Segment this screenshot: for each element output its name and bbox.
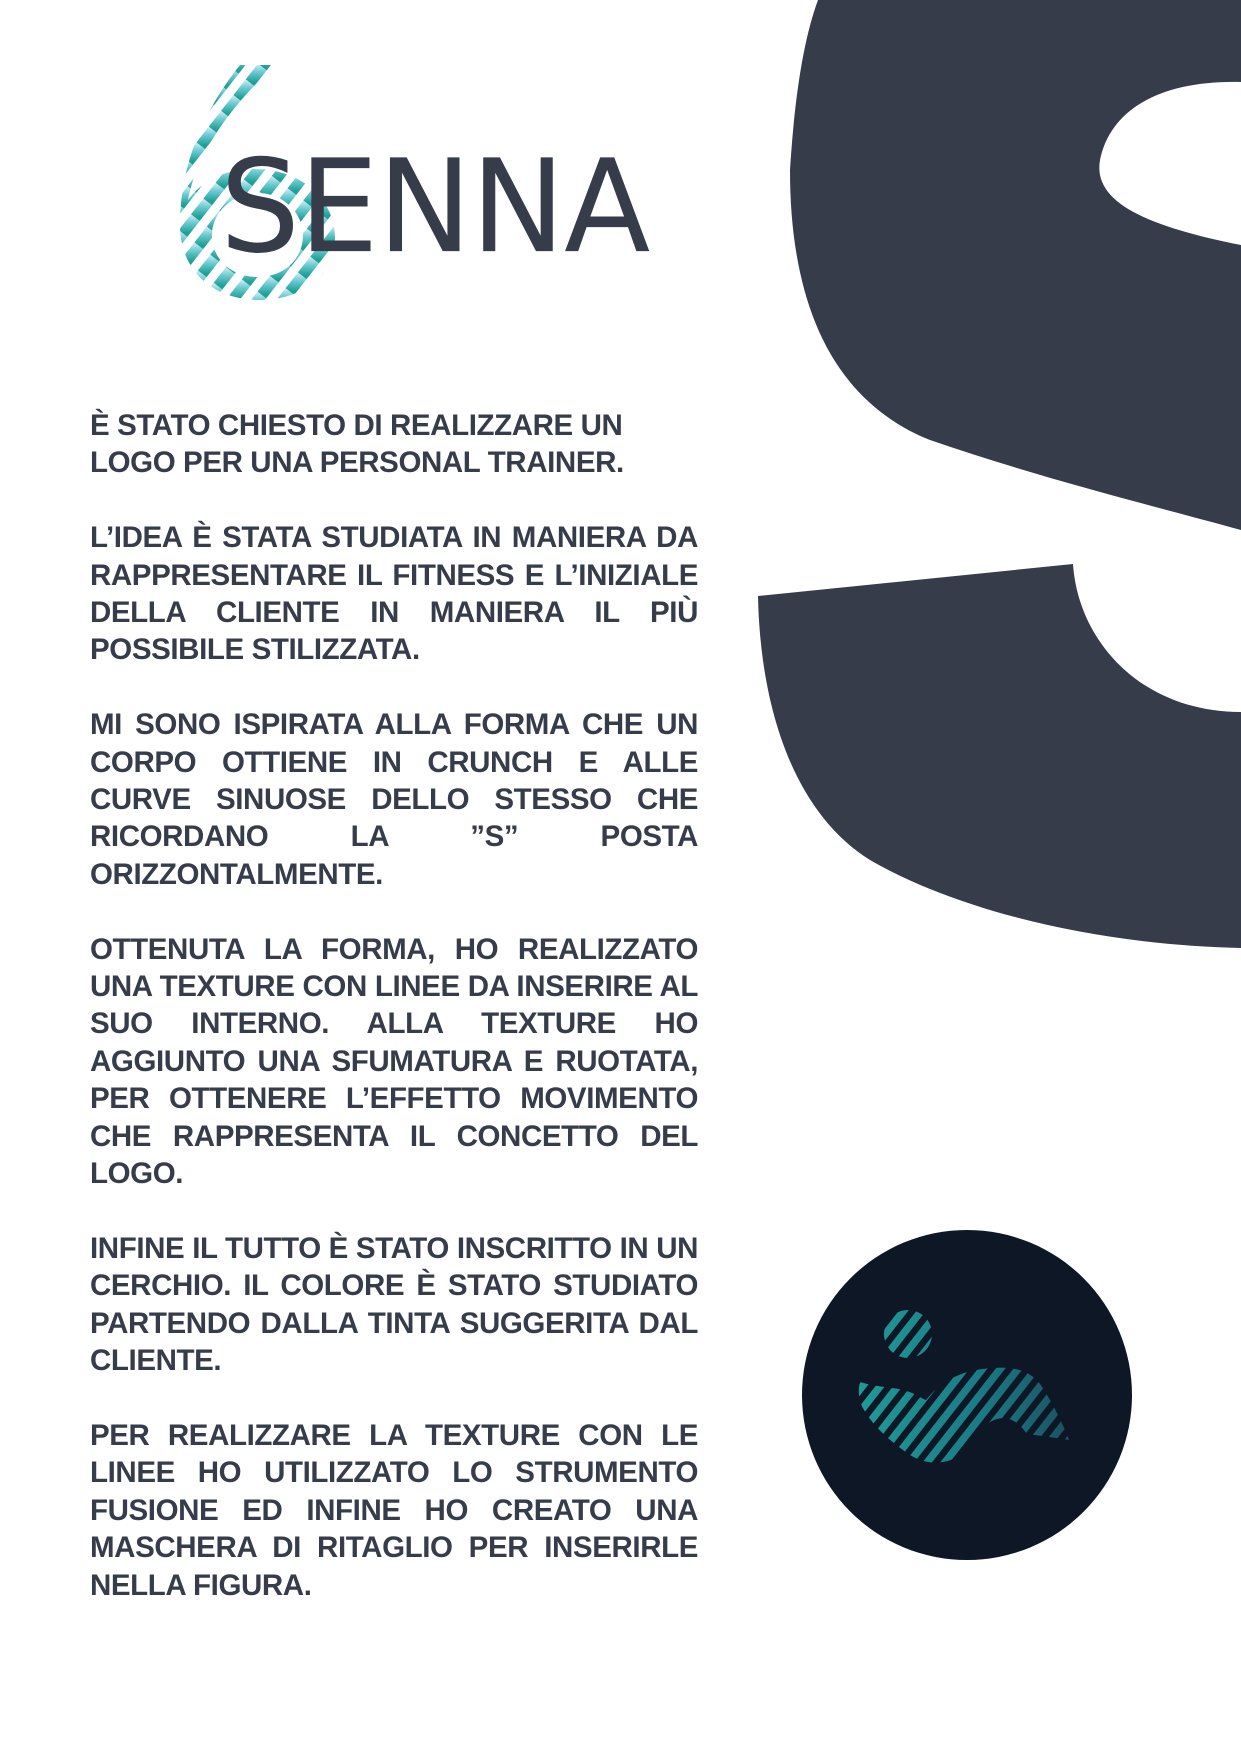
paragraph-tools: PER REALIZZARE LA TEXTURE CON LE LINEE HO UTILIZZATO LO STRUMENTO FUSIONE ED INFINE HO CREATO UNA MASCHERA DI RITAGLIO PER INSERIRLE NELLA FIGURA. xyxy=(90,1418,698,1602)
paragraph-request: È STATO CHIESTO DI REALIZZARE UN LOGO PER UNA PERSONAL TRAINER. xyxy=(90,409,624,480)
logo-wordmark: SENNA xyxy=(220,131,650,282)
paragraph-texture: OTTENUTA LA FORMA, HO REALIZZATO UNA TEXTURE CON LINEE DA INSERIRE AL SUO INTERNO. ALLA TEXTURE HO AGGIUNTO UNA SFUMATURA E RUOTATA, PER OTTENERE L’EFFETTO MOVIMENTO CHE RAPPRESENTA IL CONCETTO DEL LOGO. xyxy=(90,932,698,1191)
description-text xyxy=(90,407,698,1641)
crunch-figure-icon xyxy=(802,1230,1132,1560)
paragraph-circle-color: INFINE IL TUTTO È STATO INSCRITTO IN UN CERCHIO. IL COLORE È STATO STUDIATO PARTENDO DALLA TINTA SUGGERITA DAL CLIENTE. xyxy=(90,1231,698,1378)
paragraph-idea: L’IDEA È STATA STUDIATA IN MANIERA DA RAPPRESENTARE IL FITNESS E L’INIZIALE DELLA CLIENTE IN MANIERA IL PIÙ POSSIBILE STILIZZATA. xyxy=(90,521,698,667)
paragraph-inspiration: MI SONO ISPIRATA ALLA FORMA CHE UN CORPO OTTIENE IN CRUNCH E ALLE CURVE SINUOSE DELLO STESSO CHE RICORDANO LA ”S” POSTA ORIZZONTALMENTE. xyxy=(90,708,698,891)
senna-logo xyxy=(130,65,690,305)
logo-emblem xyxy=(802,1230,1132,1560)
